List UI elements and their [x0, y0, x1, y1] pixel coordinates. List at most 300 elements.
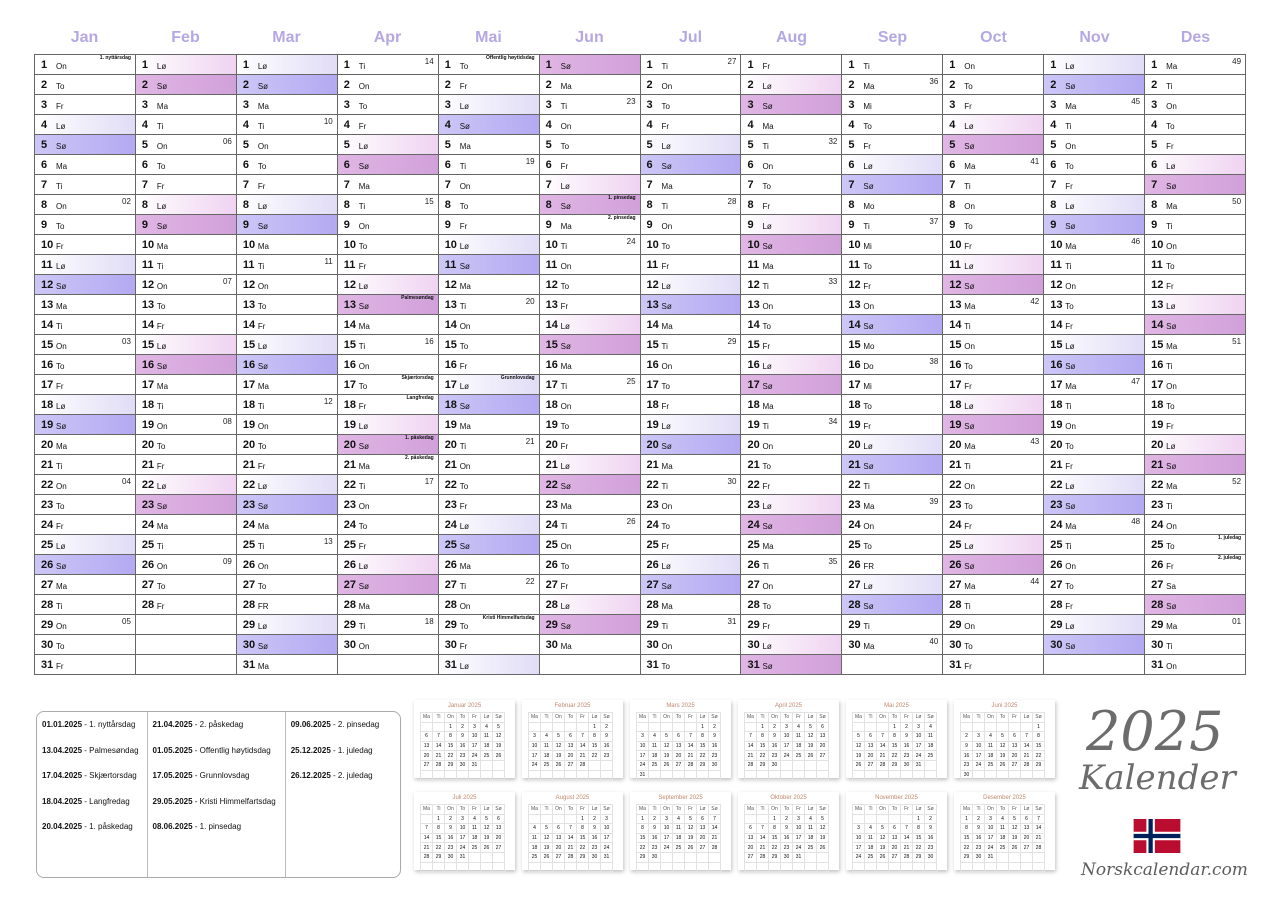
day-number: 16	[747, 359, 760, 371]
weekday-label: On	[964, 622, 975, 631]
mini-day: 7	[757, 824, 769, 834]
day-cell	[136, 294, 236, 314]
weekday-label: Sø	[459, 402, 470, 411]
day-number: 1	[747, 59, 754, 71]
mini-day: 21	[745, 751, 757, 761]
mini-day: 7	[577, 732, 589, 742]
weekday-label: On	[1065, 422, 1076, 431]
day-number: 6	[242, 159, 249, 171]
day-number: 7	[41, 179, 48, 191]
mini-day	[553, 862, 565, 872]
weekday-label: Ti	[661, 482, 668, 491]
day-cell	[338, 614, 438, 634]
weekday-label: Ti	[762, 142, 769, 151]
mini-day	[697, 862, 709, 872]
day-number: 22	[848, 479, 861, 491]
month-column-des	[1145, 54, 1246, 675]
holiday-label: Skjærtorsdag	[401, 375, 434, 381]
mini-day: 9	[961, 741, 973, 751]
mini-weekday: Lø	[481, 805, 493, 815]
mini-day	[889, 770, 901, 780]
weekday-label: Ma	[1065, 242, 1077, 251]
weekday-label: To	[459, 622, 469, 631]
day-number: 31	[646, 659, 659, 671]
day-number: 10	[141, 239, 155, 251]
weekday-label: Lø	[257, 342, 268, 351]
day-cell	[842, 474, 942, 494]
holiday-separator: -	[82, 822, 90, 831]
week-number: 22	[525, 577, 535, 586]
holiday-list-item	[153, 822, 279, 848]
mini-day: 26	[877, 852, 889, 862]
weekday-label: Sø	[56, 282, 67, 291]
weekday-label: Ma	[156, 242, 169, 251]
day-cell	[237, 214, 337, 234]
weekday-label: Lø	[661, 142, 671, 151]
weekday-label: Fr	[762, 202, 771, 211]
holiday-name: 1. pinsedag	[199, 822, 242, 831]
mini-day: 23	[649, 843, 661, 853]
weekday-label: Fr	[661, 122, 670, 131]
mini-day	[601, 862, 613, 872]
mini-day: 10	[913, 732, 925, 742]
empty-cell	[842, 654, 942, 675]
day-cell	[136, 154, 236, 174]
mini-day	[661, 862, 673, 872]
day-number: 3	[343, 99, 350, 111]
day-number: 6	[343, 159, 350, 171]
weekday-label: To	[661, 242, 670, 251]
mini-day: 31	[457, 852, 469, 862]
mini-day: 22	[697, 751, 709, 761]
mini-day: 22	[637, 843, 649, 853]
day-cell	[540, 614, 640, 634]
holiday-list-item	[153, 746, 279, 772]
day-cell	[842, 634, 942, 654]
day-cell	[641, 414, 741, 434]
mini-day: 25	[805, 843, 817, 853]
day-number: 23	[41, 499, 54, 511]
weekday-label: Fr	[1166, 562, 1174, 571]
day-cell	[741, 634, 841, 654]
day-cell	[136, 454, 236, 474]
day-cell	[35, 154, 135, 174]
weekday-label: Ti	[459, 582, 467, 591]
mini-day	[565, 770, 577, 780]
day-cell	[35, 494, 135, 514]
day-cell	[741, 554, 841, 574]
mini-day: 24	[637, 760, 649, 770]
mini-day: 11	[649, 741, 661, 751]
mini-day	[493, 760, 505, 770]
mini-day: 6	[493, 814, 505, 824]
mini-day	[997, 722, 1009, 732]
weekday-label: Sø	[156, 222, 168, 231]
day-cell	[439, 474, 539, 494]
holiday-list-item	[153, 797, 279, 823]
mini-day: 15	[433, 833, 445, 843]
day-number: 22	[343, 479, 357, 491]
mini-day: 31	[985, 852, 997, 862]
day-number: 1	[444, 59, 451, 71]
day-cell	[741, 454, 841, 474]
weekday-label: To	[762, 182, 771, 191]
mini-day: 20	[1021, 833, 1033, 843]
weekday-label: On	[762, 162, 774, 171]
day-number: 13	[242, 299, 256, 311]
mini-weekday: On	[661, 713, 673, 723]
mini-day: 16	[457, 741, 469, 751]
weekday-label: To	[560, 142, 570, 151]
weekday-label: To	[257, 582, 267, 591]
day-cell	[338, 174, 438, 194]
mini-day	[781, 770, 793, 780]
weekday-label: On	[661, 642, 673, 651]
mini-weekday: Fr	[469, 713, 481, 723]
mini-weekday: Lø	[913, 713, 925, 723]
mini-day: 17	[601, 833, 613, 843]
weekday-label: Sø	[358, 582, 369, 591]
day-number: 15	[949, 339, 962, 351]
weekday-label: To	[1065, 302, 1074, 311]
mini-day: 21	[901, 843, 913, 853]
day-number: 9	[1050, 219, 1057, 231]
mini-day	[481, 862, 493, 872]
mini-day: 4	[925, 722, 937, 732]
week-number: 48	[1131, 517, 1141, 526]
mini-day	[913, 770, 925, 780]
mini-day: 30	[649, 852, 661, 862]
weekday-label: Lø	[56, 542, 66, 551]
day-cell	[641, 514, 741, 534]
mini-day: 7	[565, 824, 577, 834]
day-number: 20	[545, 439, 558, 451]
mini-day: 12	[661, 741, 673, 751]
mini-day	[853, 814, 865, 824]
mini-day: 18	[985, 751, 997, 761]
mini-day	[973, 862, 985, 872]
day-cell	[35, 454, 135, 474]
weekday-label: Fr	[964, 522, 972, 531]
day-number: 23	[242, 499, 256, 511]
day-cell	[439, 554, 539, 574]
day-number: 6	[444, 159, 451, 171]
weekday-label: Ma	[661, 602, 673, 611]
weekday-label: Lø	[1065, 202, 1075, 211]
weekday-label: Ti	[358, 482, 366, 491]
day-cell	[741, 654, 841, 675]
mini-weekday: Fr	[1009, 805, 1021, 815]
mini-day: 17	[973, 751, 985, 761]
day-cell	[641, 234, 741, 254]
mini-day: 23	[925, 843, 937, 853]
day-cell	[943, 474, 1043, 494]
day-cell	[338, 594, 438, 614]
day-number: 13	[545, 299, 558, 311]
holiday-list-item	[42, 797, 141, 823]
mini-day: 31	[637, 770, 649, 780]
mini-day: 17	[457, 833, 469, 843]
mini-day: 16	[781, 833, 793, 843]
weekday-label: Ma	[1065, 382, 1077, 391]
day-number: 16	[444, 359, 457, 371]
day-number: 16	[41, 359, 54, 371]
day-cell	[842, 394, 942, 414]
day-cell	[540, 574, 640, 594]
day-number: 15	[242, 339, 256, 351]
mini-weekday: Fr	[685, 805, 697, 815]
day-cell	[136, 594, 236, 614]
weekday-label: Ti	[1166, 362, 1173, 371]
day-cell	[439, 634, 539, 654]
month-header-oct: Oct	[980, 29, 1007, 46]
weekday-label: Ti	[560, 102, 567, 111]
weekday-label: Fr	[762, 62, 771, 71]
day-number: 11	[1050, 259, 1062, 271]
mini-weekday: Ti	[433, 713, 445, 723]
day-cell	[237, 574, 337, 594]
day-number: 10	[444, 239, 457, 251]
day-cell	[1145, 514, 1245, 534]
weekday-label: Fr	[560, 162, 569, 171]
weekday-label: Ti	[661, 62, 668, 71]
day-number: 14	[949, 319, 962, 331]
day-number: 17	[545, 379, 558, 391]
day-cell	[338, 254, 438, 274]
day-cell	[338, 394, 438, 414]
weekday-label: On	[1166, 102, 1177, 111]
mini-day: 29	[913, 852, 925, 862]
mini-day: 5	[805, 722, 817, 732]
day-number: 20	[41, 439, 54, 451]
day-number: 27	[41, 579, 54, 591]
mini-calendar-table	[420, 804, 505, 872]
weekday-label: To	[1166, 402, 1175, 411]
day-cell	[1044, 614, 1144, 634]
day-number: 8	[141, 199, 149, 211]
day-cell	[943, 334, 1043, 354]
week-number: 18	[424, 617, 434, 626]
day-number: 2	[1151, 79, 1158, 91]
mini-day: 19	[853, 751, 865, 761]
day-number: 6	[545, 159, 552, 171]
holiday-date: 13.04.2025	[42, 745, 83, 755]
mini-day: 8	[445, 732, 457, 742]
day-number: 28	[1050, 599, 1063, 611]
day-cell	[338, 194, 438, 214]
day-cell	[842, 134, 942, 154]
weekday-label: Ma	[863, 642, 875, 651]
week-number: 17	[424, 477, 434, 486]
mini-day: 4	[481, 722, 493, 732]
mini-weekday: Ma	[529, 805, 541, 815]
weekday-label: Sø	[358, 442, 369, 451]
day-cell	[741, 494, 841, 514]
weekday-label: Ma	[358, 602, 370, 611]
mini-day	[997, 862, 1009, 872]
day-number: 25	[747, 539, 760, 551]
day-number: 28	[41, 599, 54, 611]
day-cell	[1145, 614, 1245, 634]
week-number: 29	[727, 337, 737, 346]
mini-day: 18	[997, 833, 1009, 843]
mini-day	[877, 862, 889, 872]
day-number: 14	[848, 319, 861, 331]
day-cell	[35, 534, 135, 554]
empty-cell	[136, 614, 236, 634]
day-cell	[943, 194, 1043, 214]
mini-day	[877, 814, 889, 824]
day-number: 3	[1151, 99, 1158, 111]
weekday-label: Ti	[1166, 642, 1173, 651]
mini-day: 18	[529, 843, 541, 853]
mini-day: 25	[865, 852, 877, 862]
mini-day	[985, 722, 997, 732]
weekday-label: Lø	[1166, 442, 1176, 451]
mini-day	[529, 862, 541, 872]
mini-day	[1033, 852, 1045, 862]
day-cell	[943, 594, 1043, 614]
mini-day: 20	[553, 843, 565, 853]
day-cell	[842, 434, 942, 454]
day-number: 23	[343, 499, 357, 511]
mini-day: 2	[649, 814, 661, 824]
mini-day	[685, 722, 697, 732]
mini-day: 22	[757, 751, 769, 761]
day-number: 21	[444, 459, 457, 471]
day-cell	[338, 374, 438, 394]
mini-day: 20	[493, 833, 505, 843]
day-number: 3	[747, 99, 754, 111]
weekday-label: To	[964, 82, 973, 91]
mini-day: 2	[589, 814, 601, 824]
day-number: 5	[1151, 139, 1158, 151]
day-cell	[1145, 294, 1245, 314]
weekday-label: Fr	[1065, 602, 1073, 611]
mini-day: 24	[457, 843, 469, 853]
day-cell	[1145, 194, 1245, 214]
day-cell	[136, 54, 236, 74]
mini-weekday: On	[877, 713, 889, 723]
week-number: 45	[1131, 97, 1141, 106]
day-cell	[641, 474, 741, 494]
mini-day: 9	[781, 824, 793, 834]
day-number: 2	[444, 79, 451, 91]
day-number: 22	[545, 479, 558, 491]
week-number: 27	[727, 57, 737, 66]
mini-day: 20	[889, 843, 901, 853]
day-cell	[1044, 374, 1144, 394]
mini-day: 10	[973, 741, 985, 751]
mini-day	[805, 770, 817, 780]
weekday-label: On	[661, 362, 673, 371]
mini-day: 31	[793, 852, 805, 862]
day-number: 29	[848, 619, 861, 631]
day-number: 28	[545, 599, 558, 611]
day-number: 5	[444, 139, 451, 151]
day-number: 30	[242, 639, 256, 651]
day-number: 5	[848, 139, 855, 151]
holiday-list	[36, 711, 401, 878]
mini-day: 27	[493, 843, 505, 853]
day-number: 31	[242, 659, 256, 671]
mini-day	[757, 862, 769, 872]
day-cell	[943, 114, 1043, 134]
weekday-label: Fr	[1065, 462, 1073, 471]
mini-day	[853, 722, 865, 732]
day-cell	[540, 234, 640, 254]
day-cell	[641, 594, 741, 614]
weekday-label: Sø	[661, 582, 672, 591]
mini-calendar	[738, 792, 839, 870]
mini-day	[865, 814, 877, 824]
mini-day: 7	[901, 824, 913, 834]
holiday-label: Kristi Himmelfartsdag	[482, 615, 535, 621]
weekday-label: Sø	[1065, 82, 1076, 91]
mini-weekday: Fr	[469, 805, 481, 815]
mini-day	[757, 770, 769, 780]
mini-day: 30	[709, 760, 721, 770]
weekday-label: On	[762, 442, 774, 451]
day-number: 2	[1050, 79, 1057, 91]
weekday-label: Fr	[459, 82, 468, 91]
day-number: 17	[1151, 379, 1164, 391]
day-number: 24	[747, 519, 760, 531]
day-number: 16	[949, 359, 962, 371]
day-number: 22	[141, 479, 155, 491]
day-number: 25	[545, 539, 558, 551]
mini-day: 1	[961, 814, 973, 824]
weekday-label: Sø	[257, 222, 269, 231]
day-cell	[1044, 194, 1144, 214]
mini-day: 10	[457, 824, 469, 834]
day-cell	[641, 494, 741, 514]
day-cell	[237, 474, 337, 494]
day-cell	[338, 634, 438, 654]
mini-day: 16	[925, 833, 937, 843]
day-number: 1	[242, 59, 249, 71]
day-cell	[136, 534, 236, 554]
mini-day: 15	[913, 833, 925, 843]
weekday-label: On	[1065, 562, 1076, 571]
day-cell	[136, 574, 236, 594]
weekday-label: To	[964, 642, 973, 651]
week-number: 31	[727, 617, 737, 626]
day-number: 9	[41, 219, 48, 231]
weekday-label: Fr	[863, 282, 871, 291]
weekday-label: FR	[863, 562, 875, 571]
mini-day: 4	[469, 814, 481, 824]
mini-day: 28	[745, 760, 757, 770]
mini-weekday: Lø	[589, 805, 601, 815]
mini-day: 9	[457, 732, 469, 742]
month-header-nov: Nov	[1079, 29, 1110, 46]
day-number: 21	[343, 459, 357, 471]
mini-day: 29	[637, 852, 649, 862]
weekday-label: Lø	[1065, 482, 1075, 491]
mini-weekday: To	[889, 805, 901, 815]
holiday-date: 09.06.2025	[290, 720, 331, 729]
day-cell	[338, 474, 438, 494]
day-cell	[1044, 354, 1144, 374]
weekday-label: Sø	[1166, 182, 1177, 191]
day-number: 27	[444, 579, 457, 591]
mini-day: 18	[469, 833, 481, 843]
mini-day: 26	[1009, 843, 1021, 853]
weekday-label: Lø	[964, 262, 974, 271]
weekday-label: Lø	[156, 342, 167, 351]
weekday-label: Sø	[257, 642, 269, 651]
